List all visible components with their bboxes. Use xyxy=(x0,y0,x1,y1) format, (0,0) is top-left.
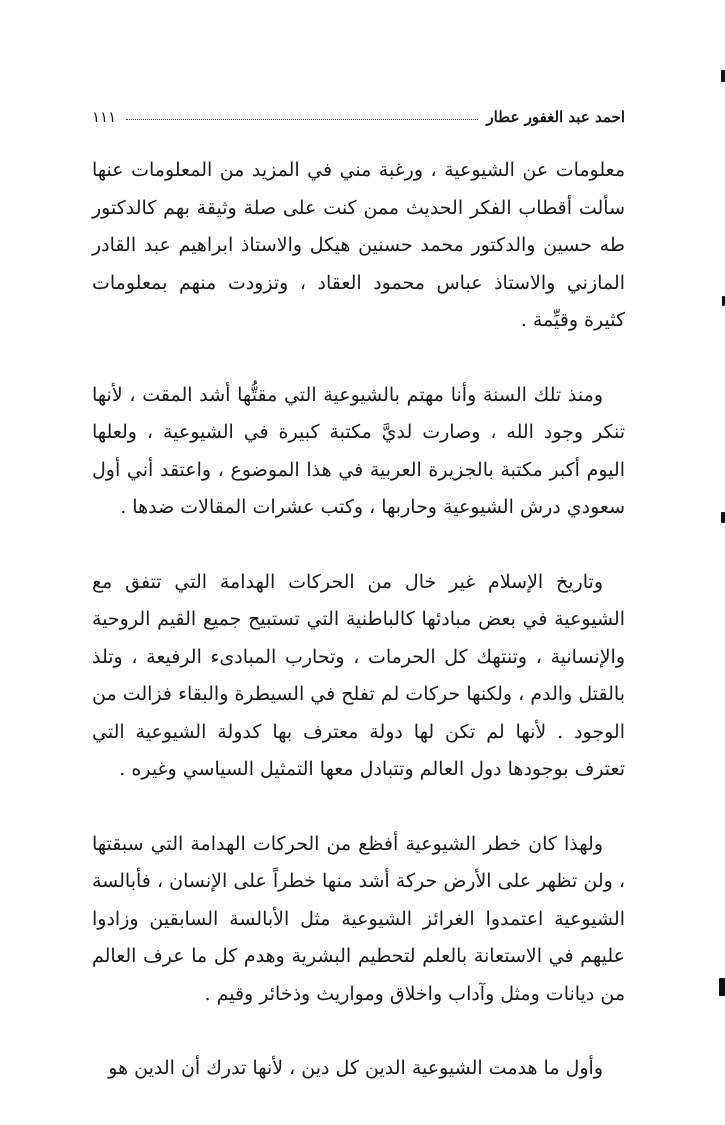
scan-edge-mark-3 xyxy=(721,512,725,523)
scan-edge-mark-1 xyxy=(721,70,725,82)
paragraph-2: ومنذ تلك السنة وأنا مهتم بالشيوعية التي مقتُّها أشد المقت ، لأنها تنكر وجود الله ، وصارت لديَّ مكتبة كبيرة في الشيوعية ، ولعلها اليوم أكبر مكتبة بالجزيرة العربية في هذا الموضوع ، واعتقد أني أول سعودي درش الشيوعية وحاربها ، وكتب عشرات المقالات ضدها . xyxy=(92,383,625,518)
page-number: ١١١ xyxy=(92,108,117,126)
scan-edge-mark-4 xyxy=(719,978,725,996)
running-header xyxy=(92,104,625,130)
paragraph-4: ولهذا كان خطر الشيوعية أفظع من الحركات الهدامة التي سبقتها ، ولن تظهر على الأرض حركة أشد منها خطراً على الإنسان ، فأبالسة الشيوعية اعتمدوا الغرائز الشيوعية مثل الأبالسة السابقين وزادوا عليهم في الاستعانة بالعلم لتحطيم البشرية وهدم كل ما عرف العالم من ديانات ومثل وآداب واخلاق ومواريث وذخائر وقيم . xyxy=(92,832,625,1005)
paragraph-5: وأول ما هدمت الشيوعية الدين كل دين ، لأنها تدرك أن الدين هو xyxy=(108,1057,603,1079)
paragraph-1: معلومات عن الشيوعية ، ورغبة مني في المزيد من المعلومات عنها سألت أقطاب الفكر الحديث ممن كنت على صلة وثيقة بهم كالدكتور طه حسين والدكتور محمد حسنين هيكل والاستاذ ابراهيم عبد القادر المازني والاستاذ عباس محمود العقاد ، وتزودت منهم بمعلومات كثيرة وقيِّمة . xyxy=(92,159,625,331)
header-dotted-rule xyxy=(126,119,478,120)
body-text xyxy=(92,152,625,1125)
paragraph-3: وتاريخ الإسلام غير خال من الحركات الهدامة التي تتفق مع الشيوعية في بعض مبادئها كالباطنية التي تستبيح جميع القيم الروحية والإنسانية ، وتنتهك كل الحرمات ، وتحارب المبادىء الرفيعة ، وتلذ بالقتل والدم ، ولكنها حركات لم تفلح في السيطرة والبقاء فزالت من الوجود . لأنها لم تكن لها دولة معترف بها كدولة الشيوعية التي تعترف بوجودها دول العالم وتتبادل معها التمثيل السياسي وغيره . xyxy=(92,570,625,780)
header-author: احمد عبد الغفور عطار xyxy=(486,108,625,126)
